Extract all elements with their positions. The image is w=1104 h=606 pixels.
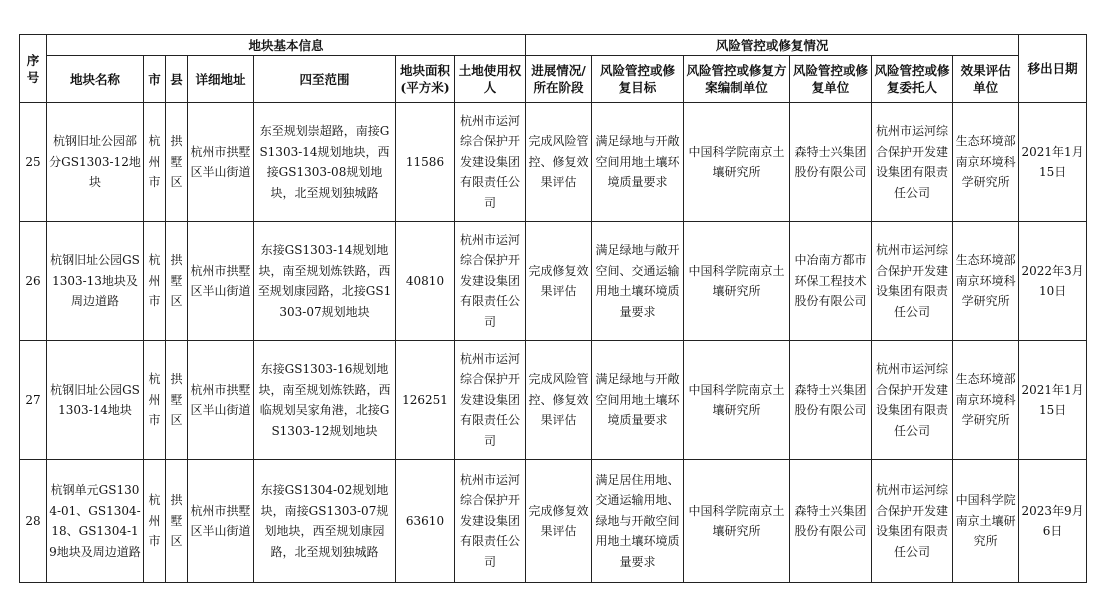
cell-seq: 25 <box>20 103 47 222</box>
cell-date: 2021年1月15日 <box>1019 103 1087 222</box>
cell-contractor: 森特士兴集团股份有限公司 <box>790 460 872 583</box>
cell-address: 杭州市拱墅区半山街道 <box>188 222 254 341</box>
cell-county: 拱墅区 <box>166 222 188 341</box>
cell-contractor: 中冶南方都市环保工程技术股份有限公司 <box>790 222 872 341</box>
header-county: 县 <box>166 56 188 103</box>
header-area: 地块面积(平方米) <box>396 56 455 103</box>
table-row <box>20 222 1087 341</box>
cell-area: 11586 <box>396 103 455 222</box>
table-row <box>20 341 1087 460</box>
cell-bounds: 东接GS1303-16规划地块，南至规划炼铁路，西临规划吴家角港，北接GS1303-12规划地块 <box>254 341 396 460</box>
cell-bounds: 东至规划崇超路，南接GS1303-14规划地块，西接GS1303-08规划地块，北至规划独城路 <box>254 103 396 222</box>
header-evaluator: 效果评估单位 <box>953 56 1019 103</box>
header-group-risk: 风险管控或修复情况 <box>526 35 1019 56</box>
cell-evaluator: 生态环境部南京环境科学研究所 <box>953 103 1019 222</box>
cell-area: 40810 <box>396 222 455 341</box>
cell-county: 拱墅区 <box>166 460 188 583</box>
cell-evaluator: 生态环境部南京环境科学研究所 <box>953 222 1019 341</box>
cell-address: 杭州市拱墅区半山街道 <box>188 103 254 222</box>
cell-area: 126251 <box>396 341 455 460</box>
cell-county: 拱墅区 <box>166 103 188 222</box>
table-row <box>20 103 1087 222</box>
cell-evaluator: 生态环境部南京环境科学研究所 <box>953 341 1019 460</box>
cell-city: 杭州市 <box>144 460 166 583</box>
cell-bounds: 东接GS1303-14规划地块，南至规划炼铁路，西至规划康园路，北接GS1303-07规划地块 <box>254 222 396 341</box>
cell-target: 满足居住用地、交通运输用地、绿地与开敞空间用地土壤环境质量要求 <box>592 460 684 583</box>
cell-owner: 杭州市运河综合保护开发建设集团有限责任公司 <box>455 460 526 583</box>
cell-target: 满足绿地与开敞空间用地土壤环境质量要求 <box>592 103 684 222</box>
cell-stage: 完成风险管控、修复效果评估 <box>526 341 592 460</box>
header-owner: 土地使用权人 <box>455 56 526 103</box>
cell-seq: 26 <box>20 222 47 341</box>
header-city: 市 <box>144 56 166 103</box>
table-row <box>20 460 1087 583</box>
cell-client: 杭州市运河综合保护开发建设集团有限责任公司 <box>872 460 953 583</box>
cell-contractor: 森特士兴集团股份有限公司 <box>790 103 872 222</box>
cell-planner: 中国科学院南京土壤研究所 <box>684 103 790 222</box>
header-planner: 风险管控或修复方案编制单位 <box>684 56 790 103</box>
cell-target: 满足绿地与开敞空间用地土壤环境质量要求 <box>592 341 684 460</box>
header-address: 详细地址 <box>188 56 254 103</box>
header-contractor: 风险管控或修复单位 <box>790 56 872 103</box>
cell-stage: 完成修复效果评估 <box>526 222 592 341</box>
cell-city: 杭州市 <box>144 341 166 460</box>
header-name: 地块名称 <box>47 56 144 103</box>
cell-client: 杭州市运河综合保护开发建设集团有限责任公司 <box>872 222 953 341</box>
site-list-table <box>19 34 1087 583</box>
cell-area: 63610 <box>396 460 455 583</box>
cell-owner: 杭州市运河综合保护开发建设集团有限责任公司 <box>455 222 526 341</box>
cell-planner: 中国科学院南京土壤研究所 <box>684 341 790 460</box>
cell-city: 杭州市 <box>144 103 166 222</box>
cell-name: 杭钢单元GS1304-01、GS1304-18、GS1304-19地块及周边道路 <box>47 460 144 583</box>
cell-contractor: 森特士兴集团股份有限公司 <box>790 341 872 460</box>
cell-date: 2022年3月10日 <box>1019 222 1087 341</box>
cell-name: 杭钢旧址公园GS1303-14地块 <box>47 341 144 460</box>
header-seq: 序号 <box>20 35 47 103</box>
cell-target: 满足绿地与敞开空间、交通运输用地土壤环境质量要求 <box>592 222 684 341</box>
cell-city: 杭州市 <box>144 222 166 341</box>
cell-owner: 杭州市运河综合保护开发建设集团有限责任公司 <box>455 341 526 460</box>
cell-owner: 杭州市运河综合保护开发建设集团有限责任公司 <box>455 103 526 222</box>
cell-client: 杭州市运河综合保护开发建设集团有限责任公司 <box>872 103 953 222</box>
cell-stage: 完成风险管控、修复效果评估 <box>526 103 592 222</box>
cell-client: 杭州市运河综合保护开发建设集团有限责任公司 <box>872 341 953 460</box>
cell-name: 杭钢旧址公园GS1303-13地块及周边道路 <box>47 222 144 341</box>
cell-planner: 中国科学院南京土壤研究所 <box>684 460 790 583</box>
cell-seq: 27 <box>20 341 47 460</box>
cell-date: 2023年9月6日 <box>1019 460 1087 583</box>
cell-address: 杭州市拱墅区半山街道 <box>188 341 254 460</box>
cell-stage: 完成修复效果评估 <box>526 460 592 583</box>
cell-county: 拱墅区 <box>166 341 188 460</box>
header-target: 风险管控或修复目标 <box>592 56 684 103</box>
cell-date: 2021年1月15日 <box>1019 341 1087 460</box>
cell-evaluator: 中国科学院南京土壤研究所 <box>953 460 1019 583</box>
cell-bounds: 东接GS1304-02规划地块，南接GS1303-07规划地块，西至规划康园路，北至规划独城路 <box>254 460 396 583</box>
header-bounds: 四至范围 <box>254 56 396 103</box>
cell-name: 杭钢旧址公园部分GS1303-12地块 <box>47 103 144 222</box>
cell-seq: 28 <box>20 460 47 583</box>
cell-address: 杭州市拱墅区半山街道 <box>188 460 254 583</box>
header-stage: 进展情况/所在阶段 <box>526 56 592 103</box>
header-move-date: 移出日期 <box>1019 35 1087 103</box>
header-group-basic: 地块基本信息 <box>47 35 526 56</box>
cell-planner: 中国科学院南京土壤研究所 <box>684 222 790 341</box>
header-client: 风险管控或修复委托人 <box>872 56 953 103</box>
